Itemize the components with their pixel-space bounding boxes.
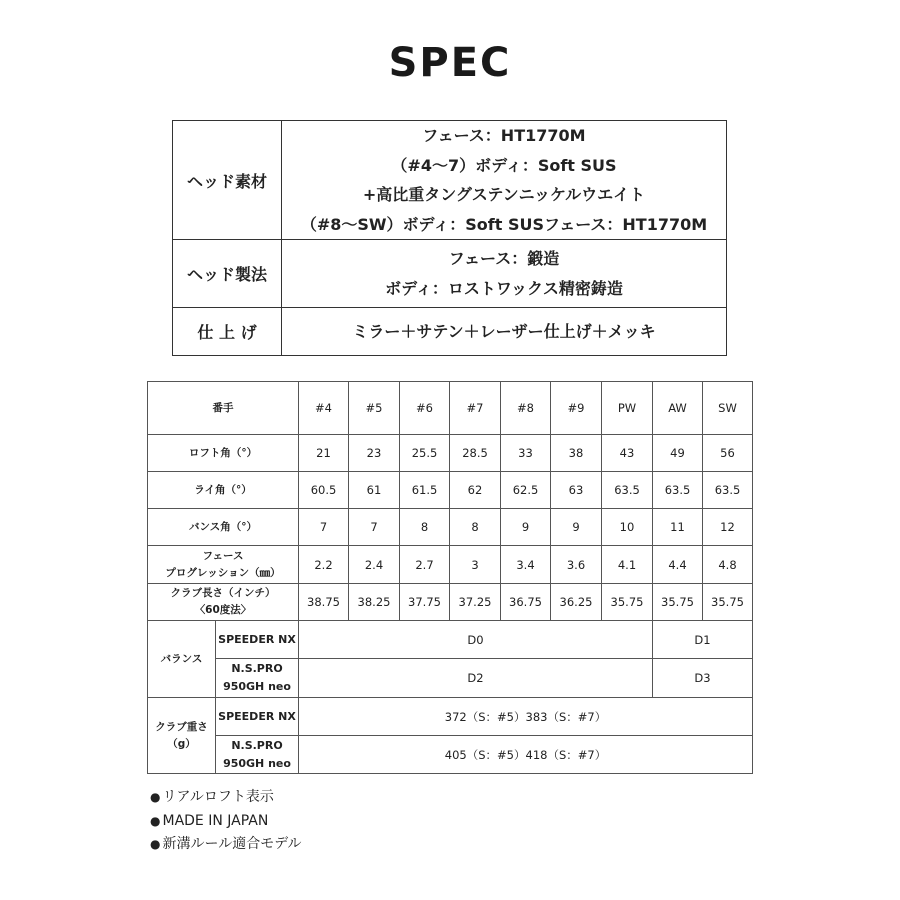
- balance-label: バランス: [148, 621, 216, 698]
- material-line: フェース：HT1770M: [422, 126, 586, 145]
- material-value: [282, 121, 727, 240]
- club-header: #9: [551, 382, 602, 435]
- header-label: 番手: [148, 382, 299, 435]
- table-cell: 37.75: [400, 584, 450, 621]
- table-cell: 38.25: [349, 584, 400, 621]
- table-cell: 3: [450, 546, 501, 584]
- shaft-name: SPEEDER NX: [216, 621, 299, 659]
- table-cell: 8: [450, 509, 501, 546]
- shaft-name: SPEEDER NX: [216, 698, 299, 736]
- table-cell: 60.5: [299, 472, 349, 509]
- table-cell: 7: [349, 509, 400, 546]
- club-header: #8: [501, 382, 551, 435]
- bullet-icon: ●: [150, 813, 161, 828]
- table-row: [148, 659, 753, 698]
- table-cell: 38.75: [299, 584, 349, 621]
- method-value: [282, 240, 727, 308]
- table-cell: 3.6: [551, 546, 602, 584]
- row-label: クラブ長さ（インチ） 〈60度法〉: [148, 584, 299, 621]
- table-cell: 3.4: [501, 546, 551, 584]
- row-label: ライ角（°）: [148, 472, 299, 509]
- list-item: [150, 786, 302, 810]
- table-cell: 11: [653, 509, 703, 546]
- table-cell: 9: [501, 509, 551, 546]
- weight-value: 372（S：#5）383（S：#7）: [299, 698, 753, 736]
- club-header: #4: [299, 382, 349, 435]
- table-cell: 61: [349, 472, 400, 509]
- table-cell: 10: [602, 509, 653, 546]
- notes-list: [150, 786, 302, 857]
- material-line: （#4〜7）ボディ：Soft SUS: [391, 155, 617, 175]
- list-item: [150, 810, 302, 834]
- weight-value: 405（S：#5）418（S：#7）: [299, 736, 753, 774]
- table-cell: 62: [450, 472, 501, 509]
- table-cell: 2.2: [299, 546, 349, 584]
- table-cell: 49: [653, 435, 703, 472]
- balance-value: D1: [653, 621, 753, 659]
- method-line: ボディ：ロストワックス精密鋳造: [385, 278, 623, 298]
- material-line: +高比重タングステンニッケルウエイト: [362, 185, 646, 204]
- table-cell: 38: [551, 435, 602, 472]
- balance-value: D0: [299, 621, 653, 659]
- table-cell: 4.4: [653, 546, 703, 584]
- table-cell: 2.4: [349, 546, 400, 584]
- table-row: [173, 308, 727, 356]
- table-cell: 56: [703, 435, 753, 472]
- shaft-name: N.S.PRO 950GH neo: [216, 736, 299, 774]
- table-cell: 23: [349, 435, 400, 472]
- table-row: [148, 509, 753, 546]
- table-cell: 9: [551, 509, 602, 546]
- bullet-icon: ●: [150, 837, 161, 851]
- table-cell: 63: [551, 472, 602, 509]
- table-cell: 7: [299, 509, 349, 546]
- method-label: ヘッド製法: [173, 240, 282, 308]
- table-cell: 12: [703, 509, 753, 546]
- table-cell: 33: [501, 435, 551, 472]
- table-row: [148, 621, 753, 659]
- table-row: [148, 736, 753, 774]
- row-label: バンス角（°）: [148, 509, 299, 546]
- shaft-name: N.S.PRO 950GH neo: [216, 659, 299, 698]
- note-text: MADE IN JAPAN: [162, 812, 269, 829]
- club-header: AW: [653, 382, 703, 435]
- material-label: ヘッド素材: [173, 121, 282, 240]
- spec-rows: [148, 435, 753, 621]
- table-row: [148, 698, 753, 736]
- table-row: [173, 121, 727, 240]
- table-cell: 4.1: [602, 546, 653, 584]
- table-cell: 25.5: [400, 435, 450, 472]
- table-cell: 35.75: [602, 584, 653, 621]
- balance-value: D2: [299, 659, 653, 698]
- note-text: 新溝ルール適合モデル: [162, 836, 302, 852]
- material-line: （#8〜SW）ボディ：Soft SUSフェース：HT1770M: [300, 214, 708, 234]
- table-cell: 21: [299, 435, 349, 472]
- weight-label: クラブ重さ （g）: [148, 698, 216, 774]
- table-cell: 63.5: [602, 472, 653, 509]
- table-row: [173, 240, 727, 308]
- club-spec-table: [147, 381, 753, 774]
- page-title: SPEC: [388, 40, 512, 86]
- club-header: #7: [450, 382, 501, 435]
- table-row: [148, 382, 753, 435]
- finish-label: 仕 上 げ: [173, 308, 282, 356]
- table-cell: 2.7: [400, 546, 450, 584]
- table-cell: 35.75: [703, 584, 753, 621]
- table-cell: 35.75: [653, 584, 703, 621]
- method-line: フェース：鍛造: [448, 249, 560, 268]
- club-header: #6: [400, 382, 450, 435]
- table-row: [148, 472, 753, 509]
- note-text: リアルロフト表示: [162, 789, 274, 805]
- table-cell: 28.5: [450, 435, 501, 472]
- table-cell: 8: [400, 509, 450, 546]
- table-cell: 61.5: [400, 472, 450, 509]
- balance-value: D3: [653, 659, 753, 698]
- club-header: SW: [703, 382, 753, 435]
- table-cell: 36.25: [551, 584, 602, 621]
- club-header: #5: [349, 382, 400, 435]
- club-header: PW: [602, 382, 653, 435]
- finish-value: ミラー＋サテン＋レーザー仕上げ＋メッキ: [282, 308, 727, 356]
- bullet-icon: ●: [150, 790, 161, 804]
- table-cell: 63.5: [653, 472, 703, 509]
- table-cell: 37.25: [450, 584, 501, 621]
- row-label: フェース プログレッション（㎜）: [148, 546, 299, 584]
- table-cell: 36.75: [501, 584, 551, 621]
- head-spec-table: [172, 120, 727, 356]
- list-item: [150, 833, 302, 857]
- table-cell: 62.5: [501, 472, 551, 509]
- table-cell: 63.5: [703, 472, 753, 509]
- table-row: [148, 435, 753, 472]
- table-row: [148, 546, 753, 584]
- table-cell: 4.8: [703, 546, 753, 584]
- table-cell: 43: [602, 435, 653, 472]
- row-label: ロフト角（°）: [148, 435, 299, 472]
- table-row: [148, 584, 753, 621]
